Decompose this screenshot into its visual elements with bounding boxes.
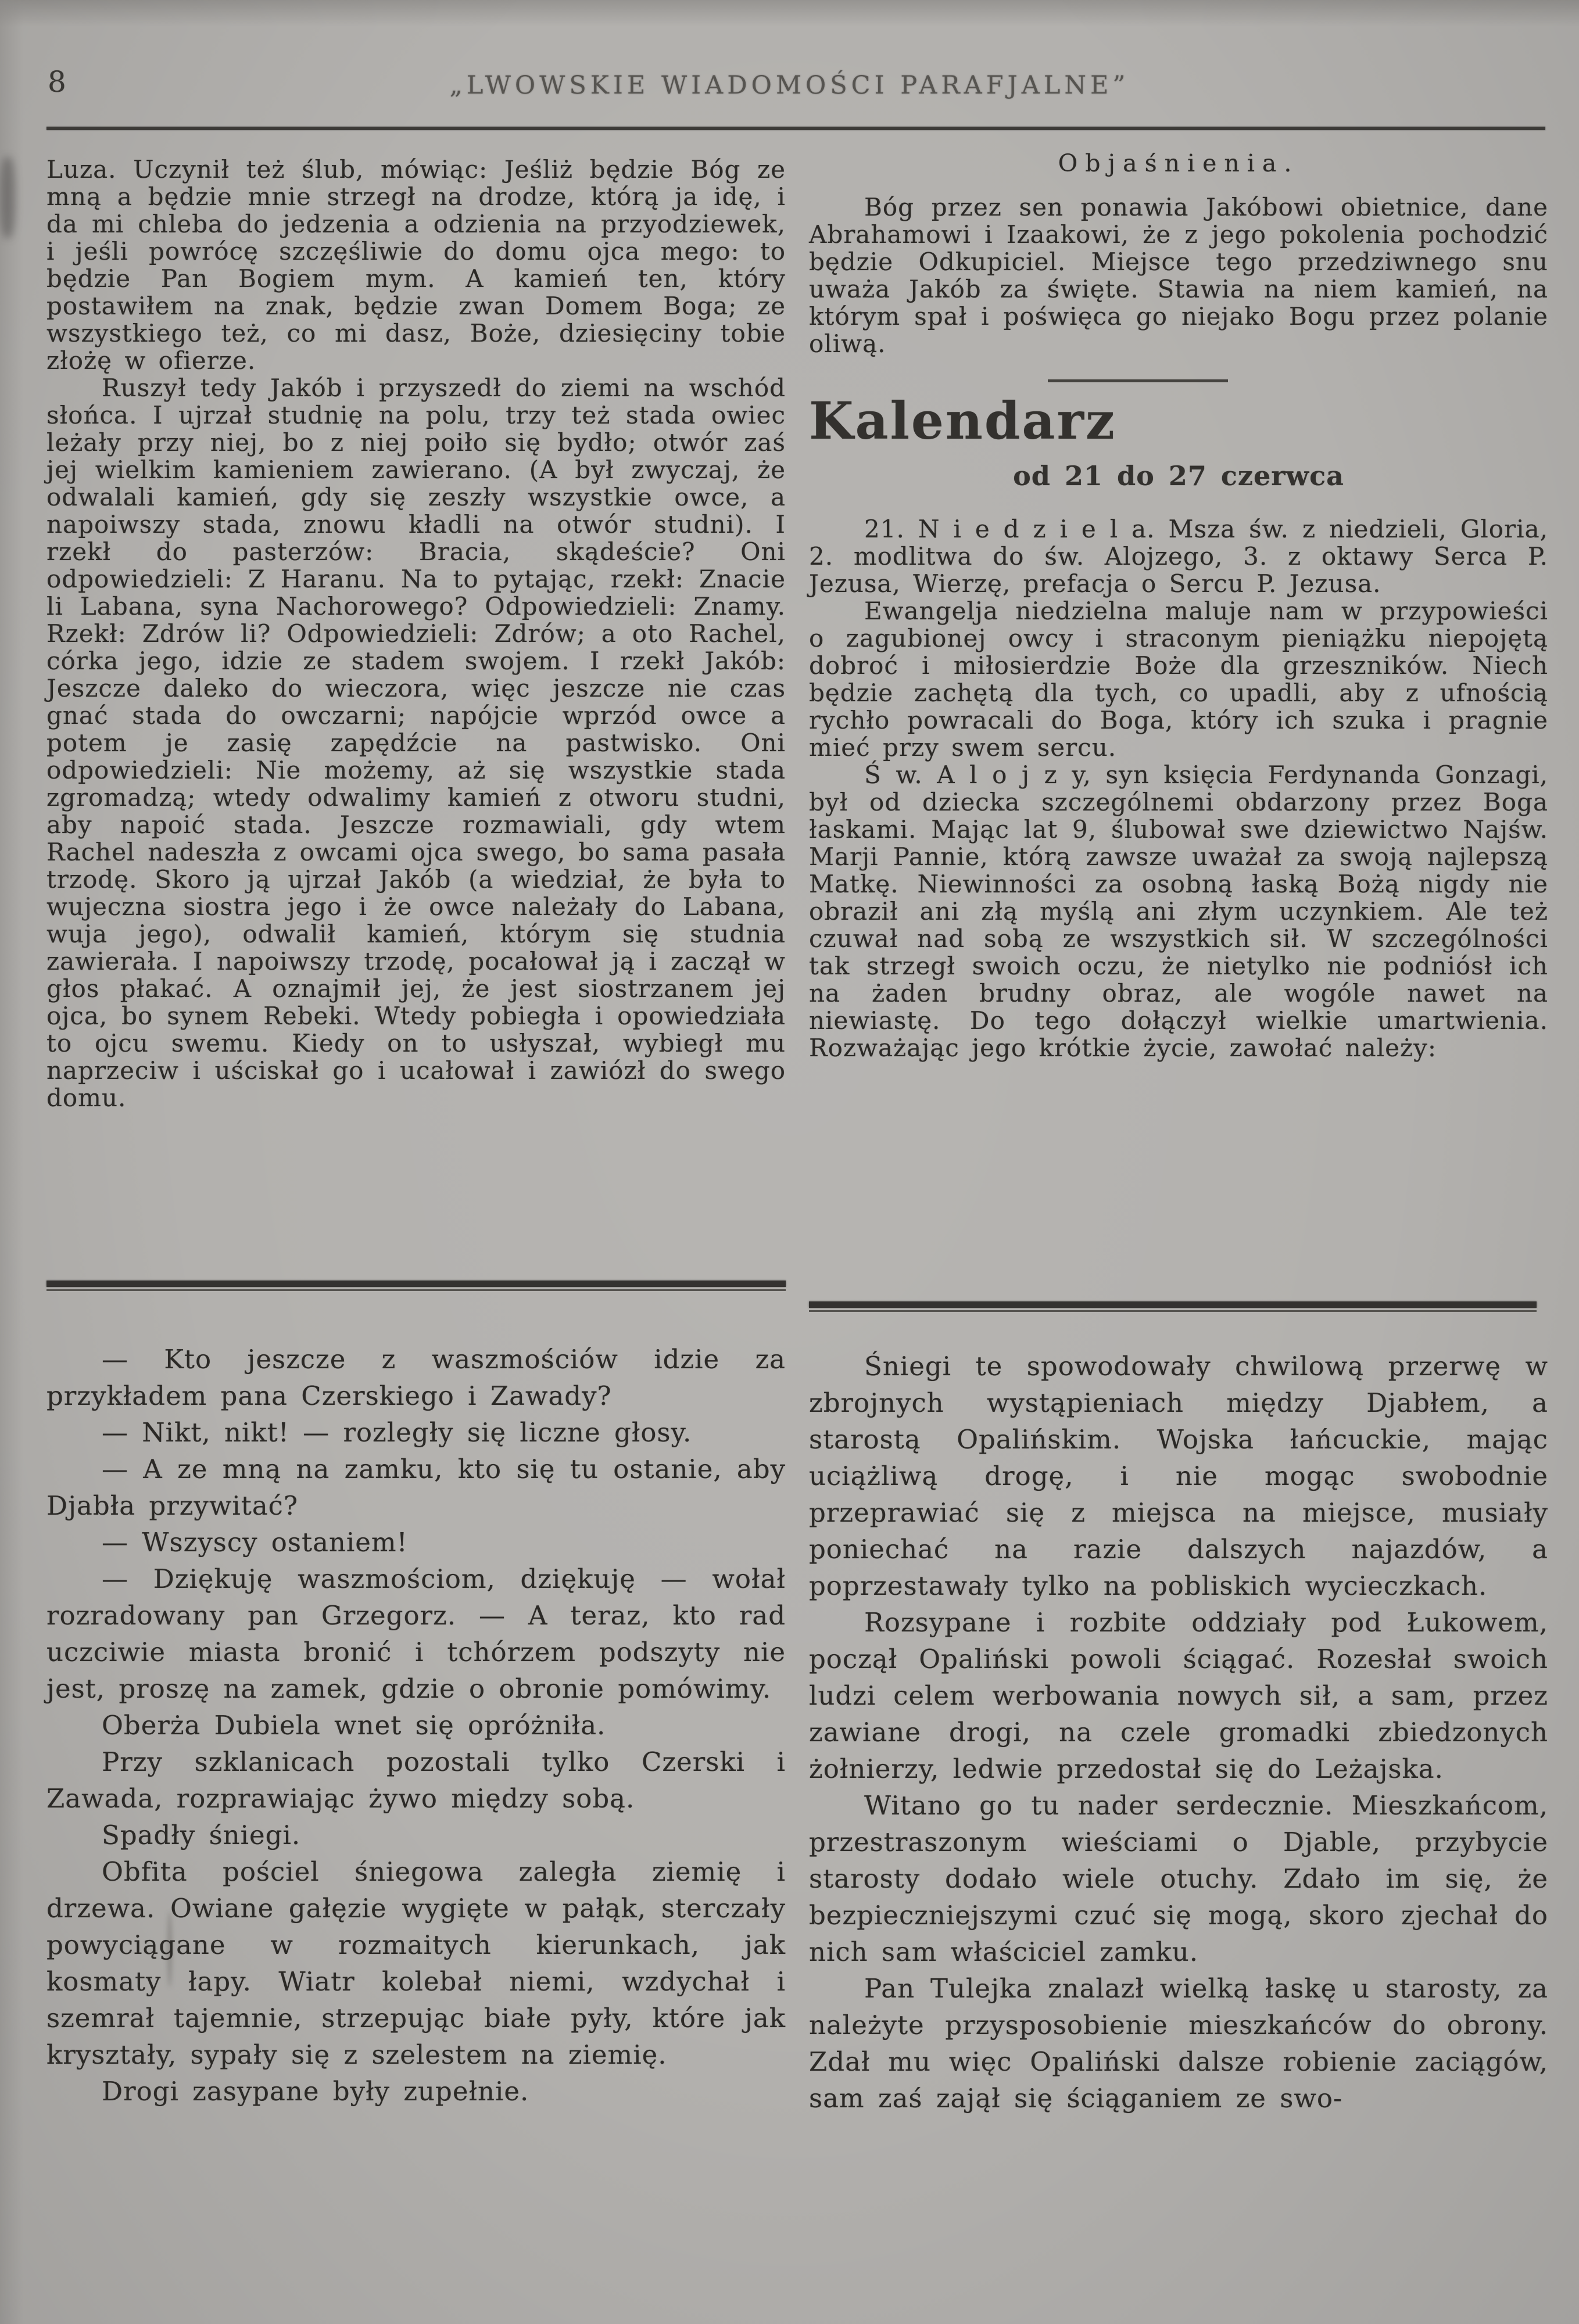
section-rule-right [809, 1301, 1537, 1308]
story-paragraph: Spadły śniegi. [102, 1820, 301, 1850]
lesson-paragraph: Luza. Uczynił też ślub, mówiąc: Jeśliż będzie Bóg ze mną a będzie mnie strzegł na drodze, którą ja idę, i da mi chleba do jedzenia a odzienia na przyodziewek, i jeśli powrócę szczęśliwie do domu ojca mego: to będzie Pan Bogiem mym. A kamień ten, który postawiłem na znak, będzie zwan Domem Boga; ze wszystkiego też, co mi dasz, Boże, dziesięciny tobie złożę w ofierze. [46, 155, 786, 375]
story-left-column [46, 1341, 786, 2110]
section-rule-left [46, 1281, 786, 1287]
explanations-calendar-column [809, 150, 1548, 1061]
story-paragraph: Oberża Dubiela wnet się opróżniła. [102, 1710, 606, 1741]
story-paragraph: Witano go tu nader serdecznie. Mieszkańcom, przestraszonym wieściami o Djable, przybycie starosty dodało wiele otuchy. Zdało im się, że bezpieczniejszymi czuć się mogą, skoro zjechał do nich sam właściciel zamku. [809, 1790, 1548, 1967]
scan-smudge [0, 157, 15, 238]
story-paragraph: — Dziękuję waszmościom, dziękuję — wołał rozradowany pan Grzegorz. — A teraz, kto rad uczciwie miasta bronić i tchórzem podszyty nie jest, proszę na zamek, gdzie o obronie pomówimy. [46, 1563, 786, 1704]
explanations-heading: Objaśnienia. [1058, 149, 1299, 177]
calendar-paragraph: Ś w. A l o j z y, syn księcia Ferdynanda Gonzagi, był od dziecka szczególnemi obdarzony przez Boga łaskami. Mając lat 9, ślubował swe dziewictwo Najśw. Marji Pannie, którą zawsze uważał za swoją najlepszą Matkę. Niewinności za osobną łaską Bożą nigdy nie obraził ani złą myślą ani złym uczynkiem. Ale też czuwał nad sobą ze wszystkich sił. W szczególności tak strzegł swoich oczu, że nietylko nie podniósł ich na żaden brudny obraz, ale wogóle nawet na niewiastę. Do tego dołączył wielkie umartwienia. Rozważając jego krótkie życie, zawołać należy: [809, 761, 1548, 1063]
calendar-heading: Kalendarz [809, 390, 1116, 451]
story-paragraph: — Nikt, nikt! — rozległy się liczne głosy. [102, 1417, 692, 1448]
story-paragraph: — Kto jeszcze z waszmościów idzie za przykładem pana Czerskiego i Zawady? [46, 1344, 786, 1411]
lesson-column [46, 156, 786, 1111]
story-paragraph: — Wszyscy ostaniem! [102, 1527, 408, 1558]
section-divider-rule [1048, 379, 1228, 382]
explanations-paragraph: Bóg przez sen ponawia Jakóbowi obietnice, dane Abrahamowi i Izaakowi, że z jego pokolenia pochodzić będzie Odkupiciel. Miejsce tego przedziwnego snu uważa Jakób za święte. Stawia na niem kamień, na którym spał i poświęca go niejako Bogu przez polanie oliwą. [809, 193, 1548, 358]
story-paragraph: Przy szklanicach pozostali tylko Czerski i Zawada, rozprawiając żywo między sobą. [46, 1746, 786, 1814]
story-paragraph: Rozsypane i rozbite oddziały pod Łukowem, począł Opaliński powoli ściągać. Rozesłał swoich ludzi celem werbowania nowych sił, a sam, przez zawiane drogi, na czele gromadki zbiedzonych żołnierzy, ledwie przedostał się do Leżajska. [809, 1607, 1548, 1784]
story-paragraph: Śniegi te spowodowały chwilową przerwę w zbrojnych wystąpieniach między Djabłem, a starostą Opalińskim. Wojska łańcuckie, mając uciążliwą drogę, i nie mogąc swobodnie przeprawiać się z miejsca na miejsce, musiały poniechać na razie dalszych najazdów, a poprzestawały tylko na pobliskich wycieczkach. [809, 1351, 1548, 1601]
calendar-date-range: od 21 do 27 czerwca [1013, 460, 1344, 492]
story-paragraph: Drogi zasypane były zupełnie. [102, 2076, 529, 2107]
header-rule [46, 127, 1545, 130]
masthead-title: „LWOWSKIE WIADOMOŚCI PARAFJALNE” [449, 71, 1130, 100]
story-paragraph: — A ze mną na zamku, kto się tu ostanie, aby Djabła przywitać? [46, 1454, 786, 1521]
story-right-column [809, 1348, 1548, 2117]
story-paragraph: Pan Tulejka znalazł wielką łaskę u starosty, za należyte przysposobienie mieszkańców do obrony. Zdał mu więc Opaliński dalsze robienie zaciągów, sam zaś zajął się ściąganiem ze swo- [809, 1973, 1548, 2114]
lesson-paragraph: Ruszył tedy Jakób i przyszedł do ziemi na wschód słońca. I ujrzał studnię na polu, trzy też stada owiec leżały przy niej, bo z niej poiło się bydło; otwór zaś jej wielkim kamieniem zawierano. (A był zwyczaj, że odwalali kamień, gdy się zeszły wszystkie owce, a napoiwszy stada, znowu kładli na otwór studni). I rzekł do pasterzów: Bracia, skądeście? Oni odpowiedzieli: Z Haranu. Na to pytając, rzekł: Znacie li Labana, syna Nachorowego? Odpowiedzieli: Znamy. Rzekł: Zdrów li? Odpowiedzieli: Zdrów; a oto Rachel, córka jego, idzie ze stadem swojem. I rzekł Jakób: Jeszcze daleko do wieczora, więc jeszcze nie czas gnać stada do owczarni; napójcie wprzód owce a potem je zasię zapędźcie na pastwisko. Oni odpowiedzieli: Nie możemy, aż się wszystkie stada zgromadzą; wtedy odwalimy kamień z otworu studni, aby napoić stada. Jeszcze rozmawiali, gdy wtem Rachel nadeszła z owcami ojca swego, bo sama pasała trzodę. Skoro ją ujrzał Jakób (a wiedział, że była to wujeczna siostra jego i że owce należały do Labana, wuja jego), odwalił kamień, którym się studnia zawierała. I napoiwszy trzodę, pocałował ją i zaczął w głos płakać. A oznajmił jej, że jest siostrzanem jej ojca, bo synem Rebeki. Wtedy pobiegła i opowiedziała to ojcu swemu. Kiedy on to usłyszał, wybiegł mu naprzeciw i uściskał go i ucałował i zawiózł do swego domu. [46, 374, 786, 1112]
calendar-paragraph: Ewangelja niedzielna maluje nam w przypowieści o zagubionej owcy i straconym pieniążku niepojętą dobroć i miłosierdzie Boże dla grzeszników. Niech będzie zachętą dla tych, co upadli, aby z ufnością rychło powracali do Boga, który ich szuka i pragnie mieć przy swem sercu. [809, 597, 1548, 762]
story-paragraph: Obfita pościel śniegowa zaległa ziemię i drzewa. Owiane gałęzie wygięte w pałąk, sterczały powyciągane w rozmaitych kierunkach, jak kosmaty łapy. Wiatr kolebał niemi, wzdychał i szemrał tajemnie, strzepując białe pyły, które jak kryształy, sypały się z szelestem na ziemię. [46, 1856, 786, 2070]
calendar-paragraph: 21. N i e d z i e l a. Msza św. z niedzieli, Gloria, 2. modlitwa do św. Alojzego, 3. z oktawy Serca P. Jezusa, Wierzę, prefacja o Sercu P. Jezusa. [809, 515, 1548, 598]
page-number: 8 [48, 65, 66, 99]
